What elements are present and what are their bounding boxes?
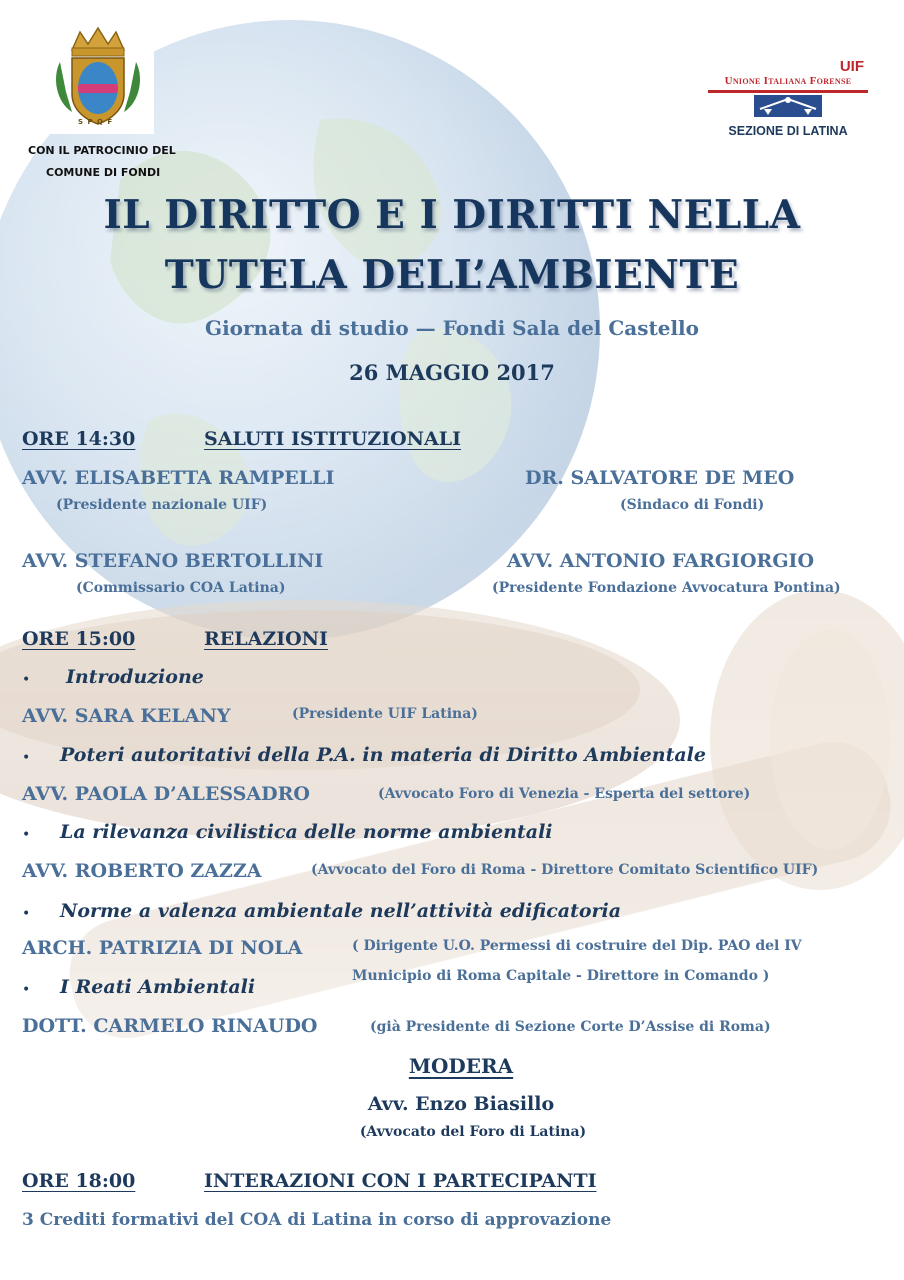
title-line-2: TUTELA DELL’AMBIENTE bbox=[164, 252, 740, 298]
moderator-label: MODERA bbox=[408, 1054, 514, 1078]
session3-time: ORE 18:00 bbox=[22, 1170, 136, 1192]
speaker-kelany-name: AVV. SARA KELANY bbox=[22, 705, 231, 727]
uif-abbr: UIF bbox=[839, 58, 864, 75]
patronage-line-2: COMUNE DI FONDI bbox=[46, 166, 161, 179]
speaker-dinola-name: ARCH. PATRIZIA DI NOLA bbox=[22, 937, 303, 959]
speaker-dinola-role: ( Dirigente U.O. Permessi di costruire del Dip. PAO del IV bbox=[352, 938, 802, 954]
crest-motto: S P Q F bbox=[78, 118, 114, 126]
topic-4: Norme a valenza ambientale nell’attività edificatoria bbox=[60, 900, 622, 922]
topic-2: Poteri autoritativi della P.A. in materia di Diritto Ambientale bbox=[60, 744, 706, 766]
speaker-zazza-role: (Avvocato del Foro di Roma - Direttore Comitato Scientifico UIF) bbox=[311, 862, 819, 878]
session1-label: SALUTI ISTITUZIONALI bbox=[204, 428, 462, 450]
bullet-4: • bbox=[22, 906, 31, 922]
topic-1: Introduzione bbox=[66, 666, 204, 688]
speaker-zazza-name: AVV. ROBERTO ZAZZA bbox=[22, 860, 262, 882]
bullet-5: • bbox=[22, 982, 31, 998]
event-date: 26 MAGGIO 2017 bbox=[349, 360, 555, 385]
moderator-name: Avv. Enzo Biasillo bbox=[367, 1093, 555, 1115]
speaker-rinaudo-role: (già Presidente di Sezione Corte D’Assise di Roma) bbox=[370, 1019, 771, 1035]
bullet-1: • bbox=[22, 672, 31, 688]
speaker-fargiorgio-name: AVV. ANTONIO FARGIORGIO bbox=[507, 550, 814, 572]
speaker-rampelli-name: AVV. ELISABETTA RAMPELLI bbox=[22, 467, 335, 489]
scales-icon bbox=[708, 93, 868, 119]
subtitle: Giornata di studio — Fondi Sala del Castello bbox=[204, 316, 699, 340]
uif-logo bbox=[708, 58, 868, 148]
speaker-rampelli-role: (Presidente nazionale UIF) bbox=[56, 497, 268, 513]
speaker-dalessadro-name: AVV. PAOLA D’ALESSADRO bbox=[22, 783, 310, 805]
credits-note: 3 Crediti formativi del COA di Latina in corso di approvazione bbox=[22, 1210, 612, 1230]
moderator-role: (Avvocato del Foro di Latina) bbox=[359, 1124, 587, 1140]
bullet-3: • bbox=[22, 827, 31, 843]
patronage-line-1: CON IL PATROCINIO DEL bbox=[28, 144, 176, 157]
speaker-dinola-role-cont: Municipio di Roma Capitale - Direttore in Comando ) bbox=[352, 968, 770, 984]
speaker-demeo-role: (Sindaco di Fondi) bbox=[620, 497, 765, 513]
session2-label: RELAZIONI bbox=[204, 628, 328, 650]
speaker-demeo-name: DR. SALVATORE DE MEO bbox=[525, 467, 795, 489]
speaker-bertollini-name: AVV. STEFANO BERTOLLINI bbox=[22, 550, 324, 572]
session3-label: INTERAZIONI CON I PARTECIPANTI bbox=[204, 1170, 597, 1192]
uif-name: Unione Italiana Forense bbox=[724, 75, 852, 87]
topic-3: La rilevanza civilistica delle norme ambientali bbox=[60, 821, 553, 843]
speaker-fargiorgio-role: (Presidente Fondazione Avvocatura Pontina) bbox=[492, 580, 841, 596]
uif-section: SEZIONE DI LATINA bbox=[728, 124, 848, 138]
session2-time: ORE 15:00 bbox=[22, 628, 136, 650]
speaker-dalessadro-role: (Avvocato Foro di Venezia - Esperta del settore) bbox=[378, 786, 751, 802]
session1-time: ORE 14:30 bbox=[22, 428, 136, 450]
speaker-bertollini-role: (Commissario COA Latina) bbox=[76, 580, 286, 596]
title-line-1: IL DIRITTO E I DIRITTI NELLA bbox=[103, 192, 801, 238]
speaker-rinaudo-name: DOTT. CARMELO RINAUDO bbox=[22, 1015, 318, 1037]
speaker-kelany-role: (Presidente UIF Latina) bbox=[292, 706, 478, 722]
topic-5: I Reati Ambientali bbox=[60, 976, 256, 998]
bullet-2: • bbox=[22, 750, 31, 766]
